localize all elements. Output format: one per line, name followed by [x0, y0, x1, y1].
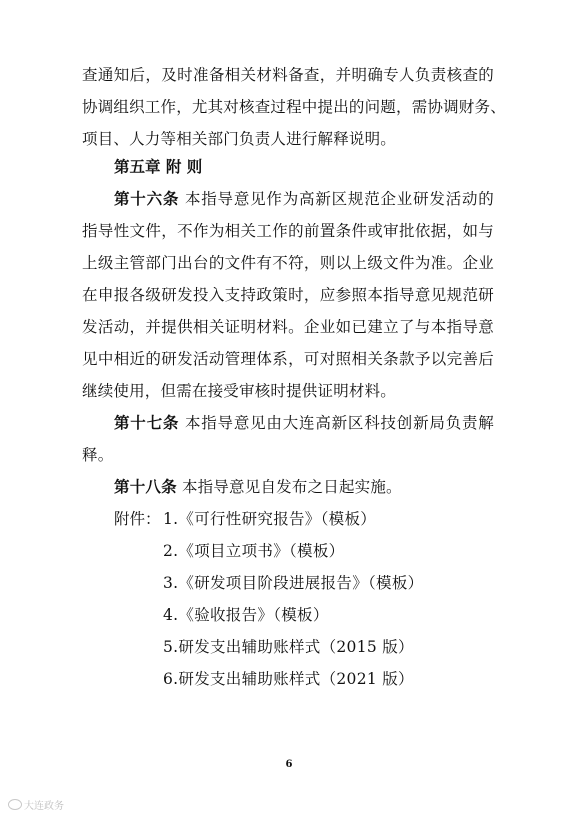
article-18-text: 本指导意见自发布之日起实施。	[181, 478, 402, 496]
chapter-heading: 第五章 附 则	[114, 157, 203, 176]
article-16-line: 在申报各级研发投入支持政策时，应参照本指导意见规范研	[82, 286, 494, 304]
attachment-item: 4.《验收报告》（模板）	[163, 606, 329, 624]
paragraph-line: 项目、人力等相关部门负责人进行解释说明。	[82, 130, 397, 148]
article-17-heading: 第十七条	[114, 413, 180, 432]
article-18-heading: 第十八条	[114, 477, 177, 496]
article-16-first-line	[114, 188, 494, 210]
watermark-text: 大连政务	[24, 801, 64, 812]
article-17-first-line	[114, 412, 494, 434]
attachment-item: 6.研发支出辅助账样式（2021 版）	[163, 670, 414, 688]
article-17-text: 本指导意见由大连高新区科技创新局负责解	[184, 414, 494, 432]
article-16-text: 本指导意见作为高新区规范企业研发活动的	[184, 190, 494, 208]
page-number: 6	[285, 759, 293, 770]
watermark	[8, 797, 64, 812]
attachment-item: 5.研发支出辅助账样式（2015 版）	[163, 638, 414, 656]
article-18-line	[114, 476, 494, 498]
attachments-label: 附件：	[114, 510, 161, 528]
article-16-line: 发活动，并提供相关证明材料。企业如已建立了与本指导意	[82, 318, 494, 336]
paragraph-line: 查通知后，及时准备相关材料备查，并明确专人负责核查的	[82, 66, 494, 84]
attachment-item: 3.《研发项目阶段进展报告》（模板）	[163, 574, 424, 592]
article-17-line: 释。	[82, 446, 114, 464]
article-16-line: 指导性文件，不作为相关工作的前置条件或审批依据，如与	[82, 222, 494, 240]
article-16-line: 继续使用，但需在接受审核时提供证明材料。	[82, 382, 397, 400]
attachment-item: 2.《项目立项书》（模板）	[163, 542, 345, 560]
article-16-heading: 第十六条	[114, 189, 180, 208]
article-16-line: 见中相近的研发活动管理体系，可对照相关条款予以完善后	[82, 350, 494, 368]
watermark-logo-icon	[8, 799, 22, 810]
article-16-line: 上级主管部门出台的文件有不符，则以上级文件为准。企业	[82, 254, 494, 272]
paragraph-line: 协调组织工作，尤其对核查过程中提出的问题，需协调财务、	[82, 98, 506, 116]
attachment-item: 1.《可行性研究报告》（模板）	[163, 510, 377, 528]
